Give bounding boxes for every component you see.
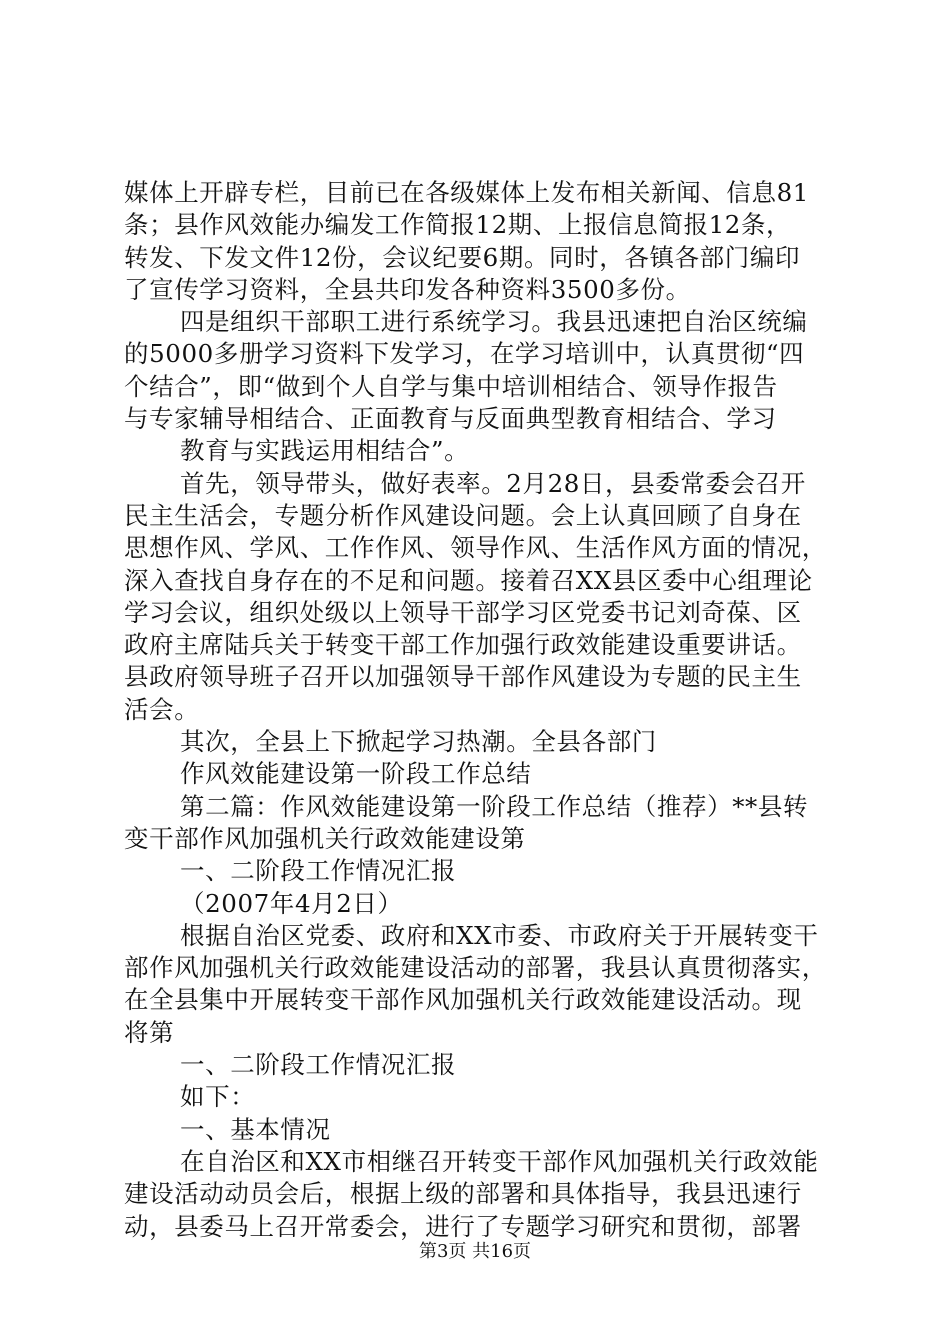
text-line: 学习会议，组织处级以上领导干部学习区党委书记刘奇葆、区 [124,597,802,627]
text-line: 思想作风、学风、工作作风、领导作风、生活作风方面的情况， [124,533,827,563]
text-line: 部作风加强机关行政效能建设活动的部署，我县认真贯彻落实， [124,953,827,983]
text-line: 深入查找自身存在的不足和问题。接着召XX县区委中心组理论 [124,565,813,595]
text-line: 在全县集中开展转变干部作风加强机关行政效能建设活动。现 [124,985,802,1015]
text-line: 民主生活会，专题分析作风建设问题。会上认真回顾了自身在 [124,500,802,530]
text-line: （2007年4月2日） [180,888,403,918]
text-line: 一、二阶段工作情况汇报 [180,856,457,886]
text-line: 其次，全县上下掀起学习热潮。全县各部门 [180,727,657,757]
text-line: 一、二阶段工作情况汇报 [180,1050,457,1080]
text-line: 了宣传学习资料，全县共印发各种资料3500多份。 [124,274,691,304]
text-line: 首先，领导带头，做好表率。2月28日，县委常委会召开 [180,468,806,498]
text-line: 媒体上开辟专栏，目前已在各级媒体上发布相关新闻、信息81 [124,178,809,207]
text-line: 变干部作风加强机关行政效能建设第 [124,823,526,853]
text-line: 四是组织干部职工进行系统学习。我县迅速把自治区统编 [180,307,808,337]
text-line: 在自治区和XX市相继召开转变干部作风加强机关行政效能 [180,1146,819,1176]
text-line: 县政府领导班子召开以加强领导干部作风建设为专题的民主生 [124,662,802,692]
text-line: 第二篇：作风效能建设第一阶段工作总结（推荐）**县转 [180,791,809,821]
text-line: 条；县作风效能办编发工作简报12期、上报信息简报12条， [124,210,792,240]
document-body [124,177,834,1243]
text-line: 根据自治区党委、政府和XX市委、市政府关于开展转变干 [180,920,819,950]
text-line: 个结合”，即“做到个人自学与集中培训相结合、领导作报告 [124,371,778,401]
text-line: 动，县委马上召开常委会，进行了专题学习研究和贯彻，部署 [124,1211,802,1241]
text-line: 活会。 [124,694,200,724]
body-text [124,177,834,1243]
text-line: 一、基本情况 [180,1114,331,1144]
text-line: 与专家辅导相结合、正面教育与反面典型教育相结合、学习 [124,404,777,434]
text-line: 如下： [180,1082,256,1112]
text-line: 的5000多册学习资料下发学习，在学习培训中，认真贯彻“四 [124,339,805,369]
text-line: 转发、下发文件12份，会议纪要6期。同时，各镇各部门编印 [124,242,801,272]
page-footer: 第3页 共16页 [418,1241,532,1262]
text-line: 建设活动动员会后，根据上级的部署和具体指导，我县迅速行 [124,1179,802,1209]
text-line: 教育与实践运用相结合”。 [180,436,470,466]
text-line: 将第 [124,1017,175,1047]
text-line: 作风效能建设第一阶段工作总结 [180,759,532,789]
text-line: 政府主席陆兵关于转变干部工作加强行政效能建设重要讲话。 [124,630,802,660]
